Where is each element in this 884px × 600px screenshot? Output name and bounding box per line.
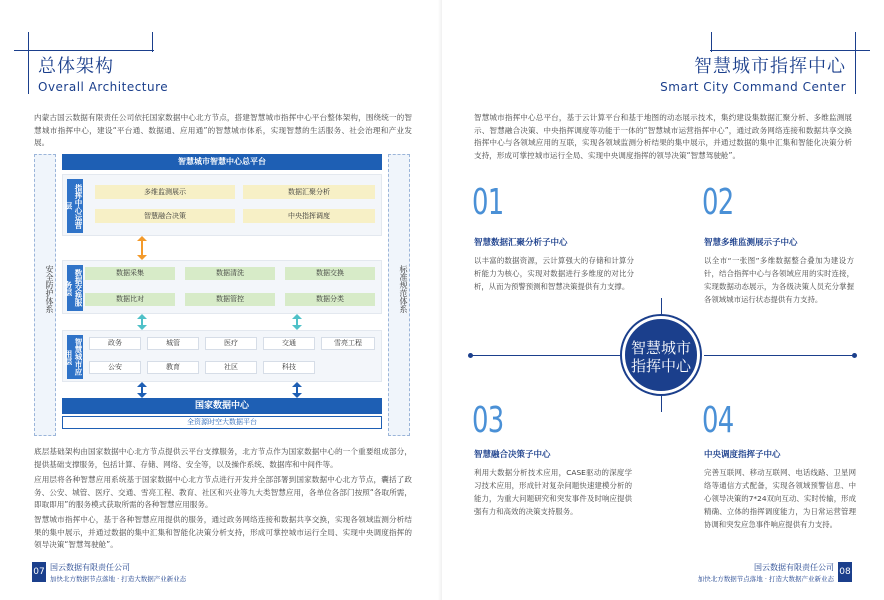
smart-city-application-layer bbox=[62, 330, 382, 382]
cell-urban-management: 城管 bbox=[147, 337, 199, 350]
application-paragraph: 应用层将各种智慧应用系统基于国家数据中心北方节点进行开发并全部部署到国家数据中心北方节点，囊括了政务、公安、城管、医疗、交通、雪亮工程、教育、社区和兴业等九大类智慧应用，各单位各部门按照“各取所需，即取即用”的服务模式获取所需的各种智慧应用服务。 bbox=[34, 475, 412, 509]
cell-data-control: 数据管控 bbox=[185, 293, 275, 306]
section-number: 04 bbox=[702, 400, 734, 441]
page-footer bbox=[652, 562, 852, 582]
double-arrow-icon bbox=[294, 314, 300, 330]
cell-data-cleaning: 数据清洗 bbox=[185, 267, 275, 280]
page-number: 08 bbox=[838, 562, 852, 582]
badge-line-1: 智慧城市 bbox=[630, 339, 691, 357]
layer-tag: 智慧城市应用层 bbox=[67, 335, 83, 379]
cell-data-classification: 数据分类 bbox=[285, 293, 375, 306]
command-center-paragraph: 智慧城市指挥中心，基于各种智慧应用提供的服务，通过政务网络连接和数据共享交换，实现各领域监测分析结果的集中展示，并通过数据的集中汇集和智能化决策分析支持，形成可掌控城市运行全局、实现中央调度指挥的领导决策“智慧驾驶舱”。 bbox=[34, 515, 412, 549]
connector-line bbox=[661, 298, 662, 314]
section-title: 中央调度指挥子中心 bbox=[704, 450, 781, 460]
page-subtitle: Smart City Command Center bbox=[660, 80, 846, 94]
connector-line bbox=[704, 355, 854, 356]
badge-line-2: 指挥中心 bbox=[630, 357, 691, 375]
cell-data-comparison: 数据比对 bbox=[85, 293, 175, 306]
double-arrow-icon bbox=[139, 236, 145, 260]
section-number: 02 bbox=[702, 182, 734, 223]
page-footer bbox=[32, 562, 232, 582]
cell-data-collection: 数据采集 bbox=[85, 267, 175, 280]
standards-system-column bbox=[388, 154, 410, 436]
section-body: 以全市“一张图”多维数据整合叠加为建设方针，结合指挥中心与各领域应用的实时连接，实现数据动态展示，为各级决策人员充分掌握各领域城市运行状态提供有力支持。 bbox=[704, 256, 854, 304]
footer-company: 国云数据有限责任公司 bbox=[754, 563, 834, 572]
cell-medical: 医疗 bbox=[205, 337, 257, 350]
general-platform-bar: 智慧城市智慧中心总平台 bbox=[62, 154, 382, 170]
double-arrow-icon bbox=[139, 314, 145, 330]
layer-tag: 指挥中心运营层 bbox=[67, 179, 83, 233]
section-body: 利用大数据分析技术应用，CASE驱动的深度学习技术应用，形成针对复杂问题快速建模分析的能力，为重大问题研究和突发事件及时响应提供强有力和高效的决策支持服务。 bbox=[474, 468, 632, 516]
cell-police: 公安 bbox=[89, 361, 141, 374]
connector-dot bbox=[852, 353, 857, 358]
footer-slogan: 加快北方数据节点落地 · 打造大数据产业新业态 bbox=[697, 575, 834, 583]
cell-technology: 科技 bbox=[263, 361, 315, 374]
national-data-center-bar: 国家数据中心 bbox=[62, 398, 382, 414]
infrastructure-paragraph: 底层基础架构由国家数据中心北方节点提供云平台支撑服务，北方节点作为国家数据中心的一个重要组成部分，提供基础支撑服务，包括计算、存储、网络、安全等，以及操作系统、数据库和中间件等。 bbox=[34, 447, 412, 469]
page-title: 总体架构 bbox=[38, 56, 114, 77]
section-number: 01 bbox=[472, 182, 504, 223]
cell-community: 社区 bbox=[205, 361, 257, 374]
connector-line bbox=[661, 396, 662, 412]
section-title: 智慧融合决策子中心 bbox=[474, 450, 551, 460]
cell-skynet-project: 雪亮工程 bbox=[321, 337, 375, 350]
layer-tag: 数据交换服务层 bbox=[67, 265, 83, 311]
cell-fusion-decision: 智慧融合决策 bbox=[95, 209, 235, 223]
cell-monitoring-display: 多维监测展示 bbox=[95, 185, 235, 199]
cell-data-aggregation: 数据汇聚分析 bbox=[243, 185, 375, 199]
cell-transport: 交通 bbox=[263, 337, 315, 350]
cell-education: 教育 bbox=[147, 361, 199, 374]
cell-central-dispatch: 中央指挥调度 bbox=[243, 209, 375, 223]
security-system-column bbox=[34, 154, 56, 436]
command-operation-layer bbox=[62, 174, 382, 236]
double-arrow-icon bbox=[139, 382, 145, 398]
section-number: 03 bbox=[472, 400, 504, 441]
section-body: 以丰富的数据资源，云计算强大的存储和计算分析能力为核心，实现对数据进行多维度的对比分析，从而为预警预测和智慧决策提供有力支撑。 bbox=[474, 256, 634, 291]
page-title: 智慧城市指挥中心 bbox=[694, 56, 846, 77]
cell-government: 政务 bbox=[89, 337, 141, 350]
section-title: 智慧数据汇聚分析子中心 bbox=[474, 238, 568, 248]
connector-line bbox=[470, 355, 620, 356]
standards-system-label: 标准规范体系 bbox=[399, 265, 408, 313]
architecture-diagram bbox=[34, 154, 410, 436]
section-body: 完善互联网、移动互联网、电话线路、卫星网络等通信方式配备，实现各领域预警信息、中心领导决策的7*24双向互动、实时传输，形成精确、立体的指挥调度能力，为日常运营管理协调和突发应急事件响应提供有力支持。 bbox=[704, 468, 856, 529]
intro-paragraph: 智慧城市指挥中心总平台，基于云计算平台和基于地图的动态展示技术，集约建设集数据汇聚分析、多维监测展示、智慧融合决策、中央指挥调度等功能于一体的“智慧城市运营指挥中心”，通过政务网络连接和数据共享交换指挥中心与各领域应用的互联，实现各领域监测分析结果的集中展示，并通过数据的集中汇集和智能化决策分析支持，形成可掌控城市运行全局、实现中央调度指挥的领导决策“智慧驾驶舱”。 bbox=[474, 113, 852, 160]
footer-slogan: 加快北方数据节点落地 · 打造大数据产业新业态 bbox=[50, 575, 187, 583]
section-header-command-center bbox=[660, 36, 856, 94]
page-number: 07 bbox=[32, 562, 46, 582]
footer-company: 国云数据有限责任公司 bbox=[50, 563, 130, 572]
page-subtitle: Overall Architecture bbox=[38, 80, 169, 94]
double-arrow-icon bbox=[294, 382, 300, 398]
section-title: 智慧多维监测展示子中心 bbox=[704, 238, 798, 248]
connector-dot bbox=[468, 353, 473, 358]
data-exchange-layer bbox=[62, 260, 382, 314]
big-data-platform-bar: 全资源时空大数据平台 bbox=[62, 416, 382, 429]
security-system-label: 安全防护体系 bbox=[45, 265, 54, 313]
section-header-overall-architecture bbox=[28, 36, 169, 94]
cell-data-exchange: 数据交换 bbox=[285, 267, 375, 280]
command-center-badge bbox=[622, 316, 700, 394]
intro-paragraph: 内蒙古国云数据有限责任公司依托国家数据中心北方节点，搭建智慧城市指挥中心平台整体架构，围绕统一的智慧城市指挥中心，建设“平台通、数据通、应用通”的智慧城市体系，实现智慧的生活服务、社会治理和产业发展。 bbox=[34, 113, 412, 147]
